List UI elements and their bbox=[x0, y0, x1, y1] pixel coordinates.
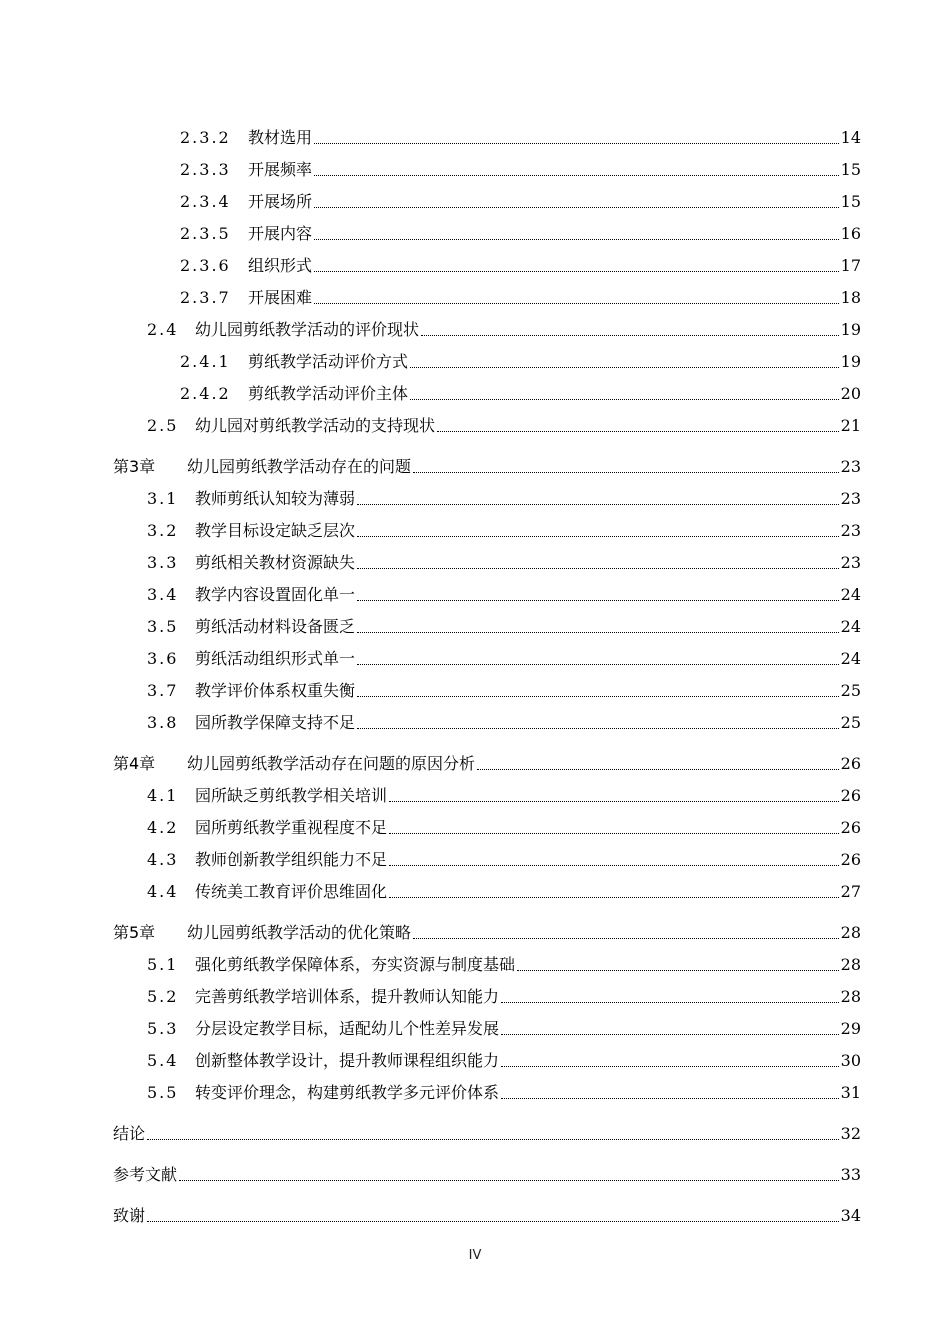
toc-section-entry[interactable] bbox=[113, 541, 861, 573]
toc-entry-number: 2.4 bbox=[147, 320, 179, 339]
toc-chapter-entry[interactable] bbox=[113, 902, 861, 943]
toc-dot-leader bbox=[357, 536, 839, 537]
toc-chapter-entry[interactable] bbox=[113, 733, 861, 774]
toc-section-entry[interactable] bbox=[113, 870, 861, 902]
toc-entry-page: 28 bbox=[840, 955, 861, 974]
toc-dot-leader bbox=[477, 769, 839, 770]
toc-dot-leader bbox=[314, 207, 839, 208]
toc-section-entry[interactable] bbox=[113, 605, 861, 637]
toc-entry-page: 15 bbox=[840, 192, 861, 211]
toc-chapter-entry[interactable] bbox=[113, 436, 861, 477]
toc-entry-number: 4.4 bbox=[147, 882, 179, 901]
toc-section-entry[interactable] bbox=[113, 477, 861, 509]
toc-entry-page: 31 bbox=[840, 1083, 861, 1102]
toc-entry-number: 第3章 bbox=[113, 457, 156, 476]
toc-entry-number: 3.8 bbox=[147, 713, 179, 732]
toc-entry-page: 17 bbox=[840, 256, 861, 275]
toc-dot-leader bbox=[501, 1098, 839, 1099]
toc-entry-title: 幼儿园剪纸教学活动存在问题的原因分析 bbox=[187, 754, 476, 773]
toc-section-entry[interactable] bbox=[113, 637, 861, 669]
toc-dot-leader bbox=[357, 696, 839, 697]
toc-section-entry[interactable] bbox=[113, 340, 861, 372]
toc-chapter-entry[interactable] bbox=[113, 1185, 861, 1226]
toc-dot-leader bbox=[501, 1002, 839, 1003]
toc-entry-title: 完善剪纸教学培训体系，提升教师认知能力 bbox=[195, 987, 500, 1006]
toc-dot-leader bbox=[357, 664, 839, 665]
toc-section-entry[interactable] bbox=[113, 669, 861, 701]
toc-entry-page: 29 bbox=[840, 1019, 861, 1038]
toc-dot-leader bbox=[147, 1139, 839, 1140]
toc-entry-title: 开展频率 bbox=[248, 160, 313, 179]
toc-entry-title: 组织形式 bbox=[248, 256, 313, 275]
toc-entry-page: 34 bbox=[840, 1206, 861, 1225]
toc-dot-leader bbox=[314, 175, 839, 176]
toc-entry-page: 32 bbox=[840, 1124, 861, 1143]
toc-entry-title: 剪纸教学活动评价主体 bbox=[248, 384, 409, 403]
toc-entry-number: 4.2 bbox=[147, 818, 179, 837]
toc-section-entry[interactable] bbox=[113, 509, 861, 541]
toc-section-entry[interactable] bbox=[113, 774, 861, 806]
toc-entry-page: 33 bbox=[840, 1165, 861, 1184]
toc-entry-page: 20 bbox=[840, 384, 861, 403]
toc-section-entry[interactable] bbox=[113, 276, 861, 308]
toc-dot-leader bbox=[389, 865, 839, 866]
toc-entry-number: 2.3.7 bbox=[180, 288, 231, 307]
toc-entry-page: 23 bbox=[840, 457, 861, 476]
toc-entry-title: 剪纸活动材料设备匮乏 bbox=[195, 617, 356, 636]
toc-dot-leader bbox=[314, 303, 839, 304]
toc-entry-number: 2.4.1 bbox=[180, 352, 231, 371]
toc-entry-number: 5.5 bbox=[147, 1083, 179, 1102]
toc-entry-number: 3.2 bbox=[147, 521, 179, 540]
toc-entry-title: 幼儿园剪纸教学活动存在的问题 bbox=[187, 457, 412, 476]
toc-entry-page: 24 bbox=[840, 649, 861, 668]
toc-section-entry[interactable] bbox=[113, 1071, 861, 1103]
toc-entry-number: 4.3 bbox=[147, 850, 179, 869]
toc-section-entry[interactable] bbox=[113, 116, 861, 148]
page-number-footer: IV bbox=[468, 1248, 482, 1263]
toc-entry-page: 30 bbox=[840, 1051, 861, 1070]
toc-entry-number: 2.3.2 bbox=[180, 128, 231, 147]
toc-section-entry[interactable] bbox=[113, 975, 861, 1007]
toc-entry-page: 25 bbox=[840, 713, 861, 732]
toc-entry-page: 26 bbox=[840, 786, 861, 805]
toc-entry-number: 5.2 bbox=[147, 987, 179, 1006]
toc-dot-leader bbox=[501, 1066, 839, 1067]
toc-entry-page: 21 bbox=[840, 416, 861, 435]
toc-entry-page: 15 bbox=[840, 160, 861, 179]
toc-dot-leader bbox=[179, 1180, 839, 1181]
toc-entry-number: 5.1 bbox=[147, 955, 179, 974]
toc-entry-title: 剪纸教学活动评价方式 bbox=[248, 352, 409, 371]
toc-entry-number: 2.5 bbox=[147, 416, 179, 435]
toc-chapter-entry[interactable] bbox=[113, 1103, 861, 1144]
toc-entry-number: 5.3 bbox=[147, 1019, 179, 1038]
toc-dot-leader bbox=[410, 367, 839, 368]
toc-dot-leader bbox=[314, 143, 839, 144]
toc-dot-leader bbox=[437, 431, 839, 432]
toc-section-entry[interactable] bbox=[113, 212, 861, 244]
toc-entry-title: 参考文献 bbox=[113, 1165, 178, 1184]
toc-dot-leader bbox=[421, 335, 839, 336]
toc-dot-leader bbox=[410, 399, 839, 400]
toc-entry-page: 28 bbox=[840, 923, 861, 942]
toc-entry-title: 分层设定教学目标，适配幼儿个性差异发展 bbox=[195, 1019, 500, 1038]
toc-dot-leader bbox=[389, 801, 839, 802]
toc-dot-leader bbox=[357, 568, 839, 569]
toc-section-entry[interactable] bbox=[113, 148, 861, 180]
toc-dot-leader bbox=[357, 632, 839, 633]
toc-entry-number: 5.4 bbox=[147, 1051, 179, 1070]
toc-section-entry[interactable] bbox=[113, 943, 861, 975]
toc-entry-page: 23 bbox=[840, 553, 861, 572]
toc-entry-title: 园所教学保障支持不足 bbox=[195, 713, 356, 732]
toc-section-entry[interactable] bbox=[113, 1007, 861, 1039]
toc-dot-leader bbox=[147, 1221, 839, 1222]
toc-entry-title: 开展困难 bbox=[248, 288, 313, 307]
toc-entry-page: 16 bbox=[840, 224, 861, 243]
toc-entry-title: 教师剪纸认知较为薄弱 bbox=[195, 489, 356, 508]
toc-entry-number: 2.4.2 bbox=[180, 384, 231, 403]
toc-dot-leader bbox=[314, 239, 839, 240]
toc-chapter-entry[interactable] bbox=[113, 1144, 861, 1185]
toc-entry-number: 2.3.4 bbox=[180, 192, 231, 211]
toc-entry-page: 26 bbox=[840, 818, 861, 837]
toc-entry-number: 3.1 bbox=[147, 489, 179, 508]
toc-entry-title: 创新整体教学设计，提升教师课程组织能力 bbox=[195, 1051, 500, 1070]
toc-entry-title: 剪纸活动组织形式单一 bbox=[195, 649, 356, 668]
toc-entry-title: 园所缺乏剪纸教学相关培训 bbox=[195, 786, 388, 805]
toc-entry-title: 结论 bbox=[113, 1124, 146, 1143]
toc-dot-leader bbox=[357, 504, 839, 505]
toc-dot-leader bbox=[389, 833, 839, 834]
table-of-contents bbox=[113, 116, 861, 1226]
toc-section-entry[interactable] bbox=[113, 404, 861, 436]
toc-entry-number: 第4章 bbox=[113, 754, 156, 773]
toc-dot-leader bbox=[517, 970, 839, 971]
toc-entry-title: 幼儿园剪纸教学活动的优化策略 bbox=[187, 923, 412, 942]
toc-entry-title: 教材选用 bbox=[248, 128, 313, 147]
toc-dot-leader bbox=[413, 472, 839, 473]
toc-entry-title: 强化剪纸教学保障体系，夯实资源与制度基础 bbox=[195, 955, 516, 974]
toc-entry-title: 教师创新教学组织能力不足 bbox=[195, 850, 388, 869]
toc-entry-number: 3.7 bbox=[147, 681, 179, 700]
toc-entry-title: 开展内容 bbox=[248, 224, 313, 243]
toc-entry-page: 26 bbox=[840, 850, 861, 869]
toc-entry-page: 27 bbox=[840, 882, 861, 901]
toc-entry-title: 开展场所 bbox=[248, 192, 313, 211]
toc-entry-page: 23 bbox=[840, 521, 861, 540]
toc-section-entry[interactable] bbox=[113, 372, 861, 404]
toc-entry-number: 3.4 bbox=[147, 585, 179, 604]
toc-entry-title: 幼儿园剪纸教学活动的评价现状 bbox=[195, 320, 420, 339]
toc-dot-leader bbox=[314, 271, 839, 272]
toc-entry-number: 第5章 bbox=[113, 923, 156, 942]
toc-entry-page: 18 bbox=[840, 288, 861, 307]
toc-entry-title: 教学目标设定缺乏层次 bbox=[195, 521, 356, 540]
toc-entry-number: 2.3.5 bbox=[180, 224, 231, 243]
toc-entry-number: 2.3.6 bbox=[180, 256, 231, 275]
toc-entry-page: 23 bbox=[840, 489, 861, 508]
toc-dot-leader bbox=[357, 728, 839, 729]
toc-entry-page: 28 bbox=[840, 987, 861, 1006]
toc-dot-leader bbox=[389, 897, 839, 898]
toc-entry-number: 2.3.3 bbox=[180, 160, 231, 179]
toc-entry-number: 4.1 bbox=[147, 786, 179, 805]
toc-entry-title: 教学评价体系权重失衡 bbox=[195, 681, 356, 700]
toc-dot-leader bbox=[501, 1034, 839, 1035]
toc-section-entry[interactable] bbox=[113, 838, 861, 870]
toc-entry-title: 传统美工教育评价思维固化 bbox=[195, 882, 388, 901]
toc-entry-page: 14 bbox=[840, 128, 861, 147]
toc-section-entry[interactable] bbox=[113, 308, 861, 340]
toc-section-entry[interactable] bbox=[113, 806, 861, 838]
toc-entry-title: 幼儿园对剪纸教学活动的支持现状 bbox=[195, 416, 436, 435]
toc-entry-page: 26 bbox=[840, 754, 861, 773]
toc-dot-leader bbox=[357, 600, 839, 601]
toc-section-entry[interactable] bbox=[113, 701, 861, 733]
toc-entry-number: 3.5 bbox=[147, 617, 179, 636]
toc-entry-page: 19 bbox=[840, 320, 861, 339]
toc-section-entry[interactable] bbox=[113, 1039, 861, 1071]
toc-section-entry[interactable] bbox=[113, 573, 861, 605]
toc-entry-title: 园所剪纸教学重视程度不足 bbox=[195, 818, 388, 837]
toc-entry-number: 3.3 bbox=[147, 553, 179, 572]
toc-entry-page: 24 bbox=[840, 617, 861, 636]
toc-entry-page: 24 bbox=[840, 585, 861, 604]
toc-entry-number: 3.6 bbox=[147, 649, 179, 668]
toc-section-entry[interactable] bbox=[113, 244, 861, 276]
toc-entry-page: 25 bbox=[840, 681, 861, 700]
toc-entry-title: 教学内容设置固化单一 bbox=[195, 585, 356, 604]
toc-entry-title: 转变评价理念，构建剪纸教学多元评价体系 bbox=[195, 1083, 500, 1102]
toc-entry-title: 剪纸相关教材资源缺失 bbox=[195, 553, 356, 572]
toc-dot-leader bbox=[413, 938, 839, 939]
toc-section-entry[interactable] bbox=[113, 180, 861, 212]
toc-entry-title: 致谢 bbox=[113, 1206, 146, 1225]
toc-entry-page: 19 bbox=[840, 352, 861, 371]
